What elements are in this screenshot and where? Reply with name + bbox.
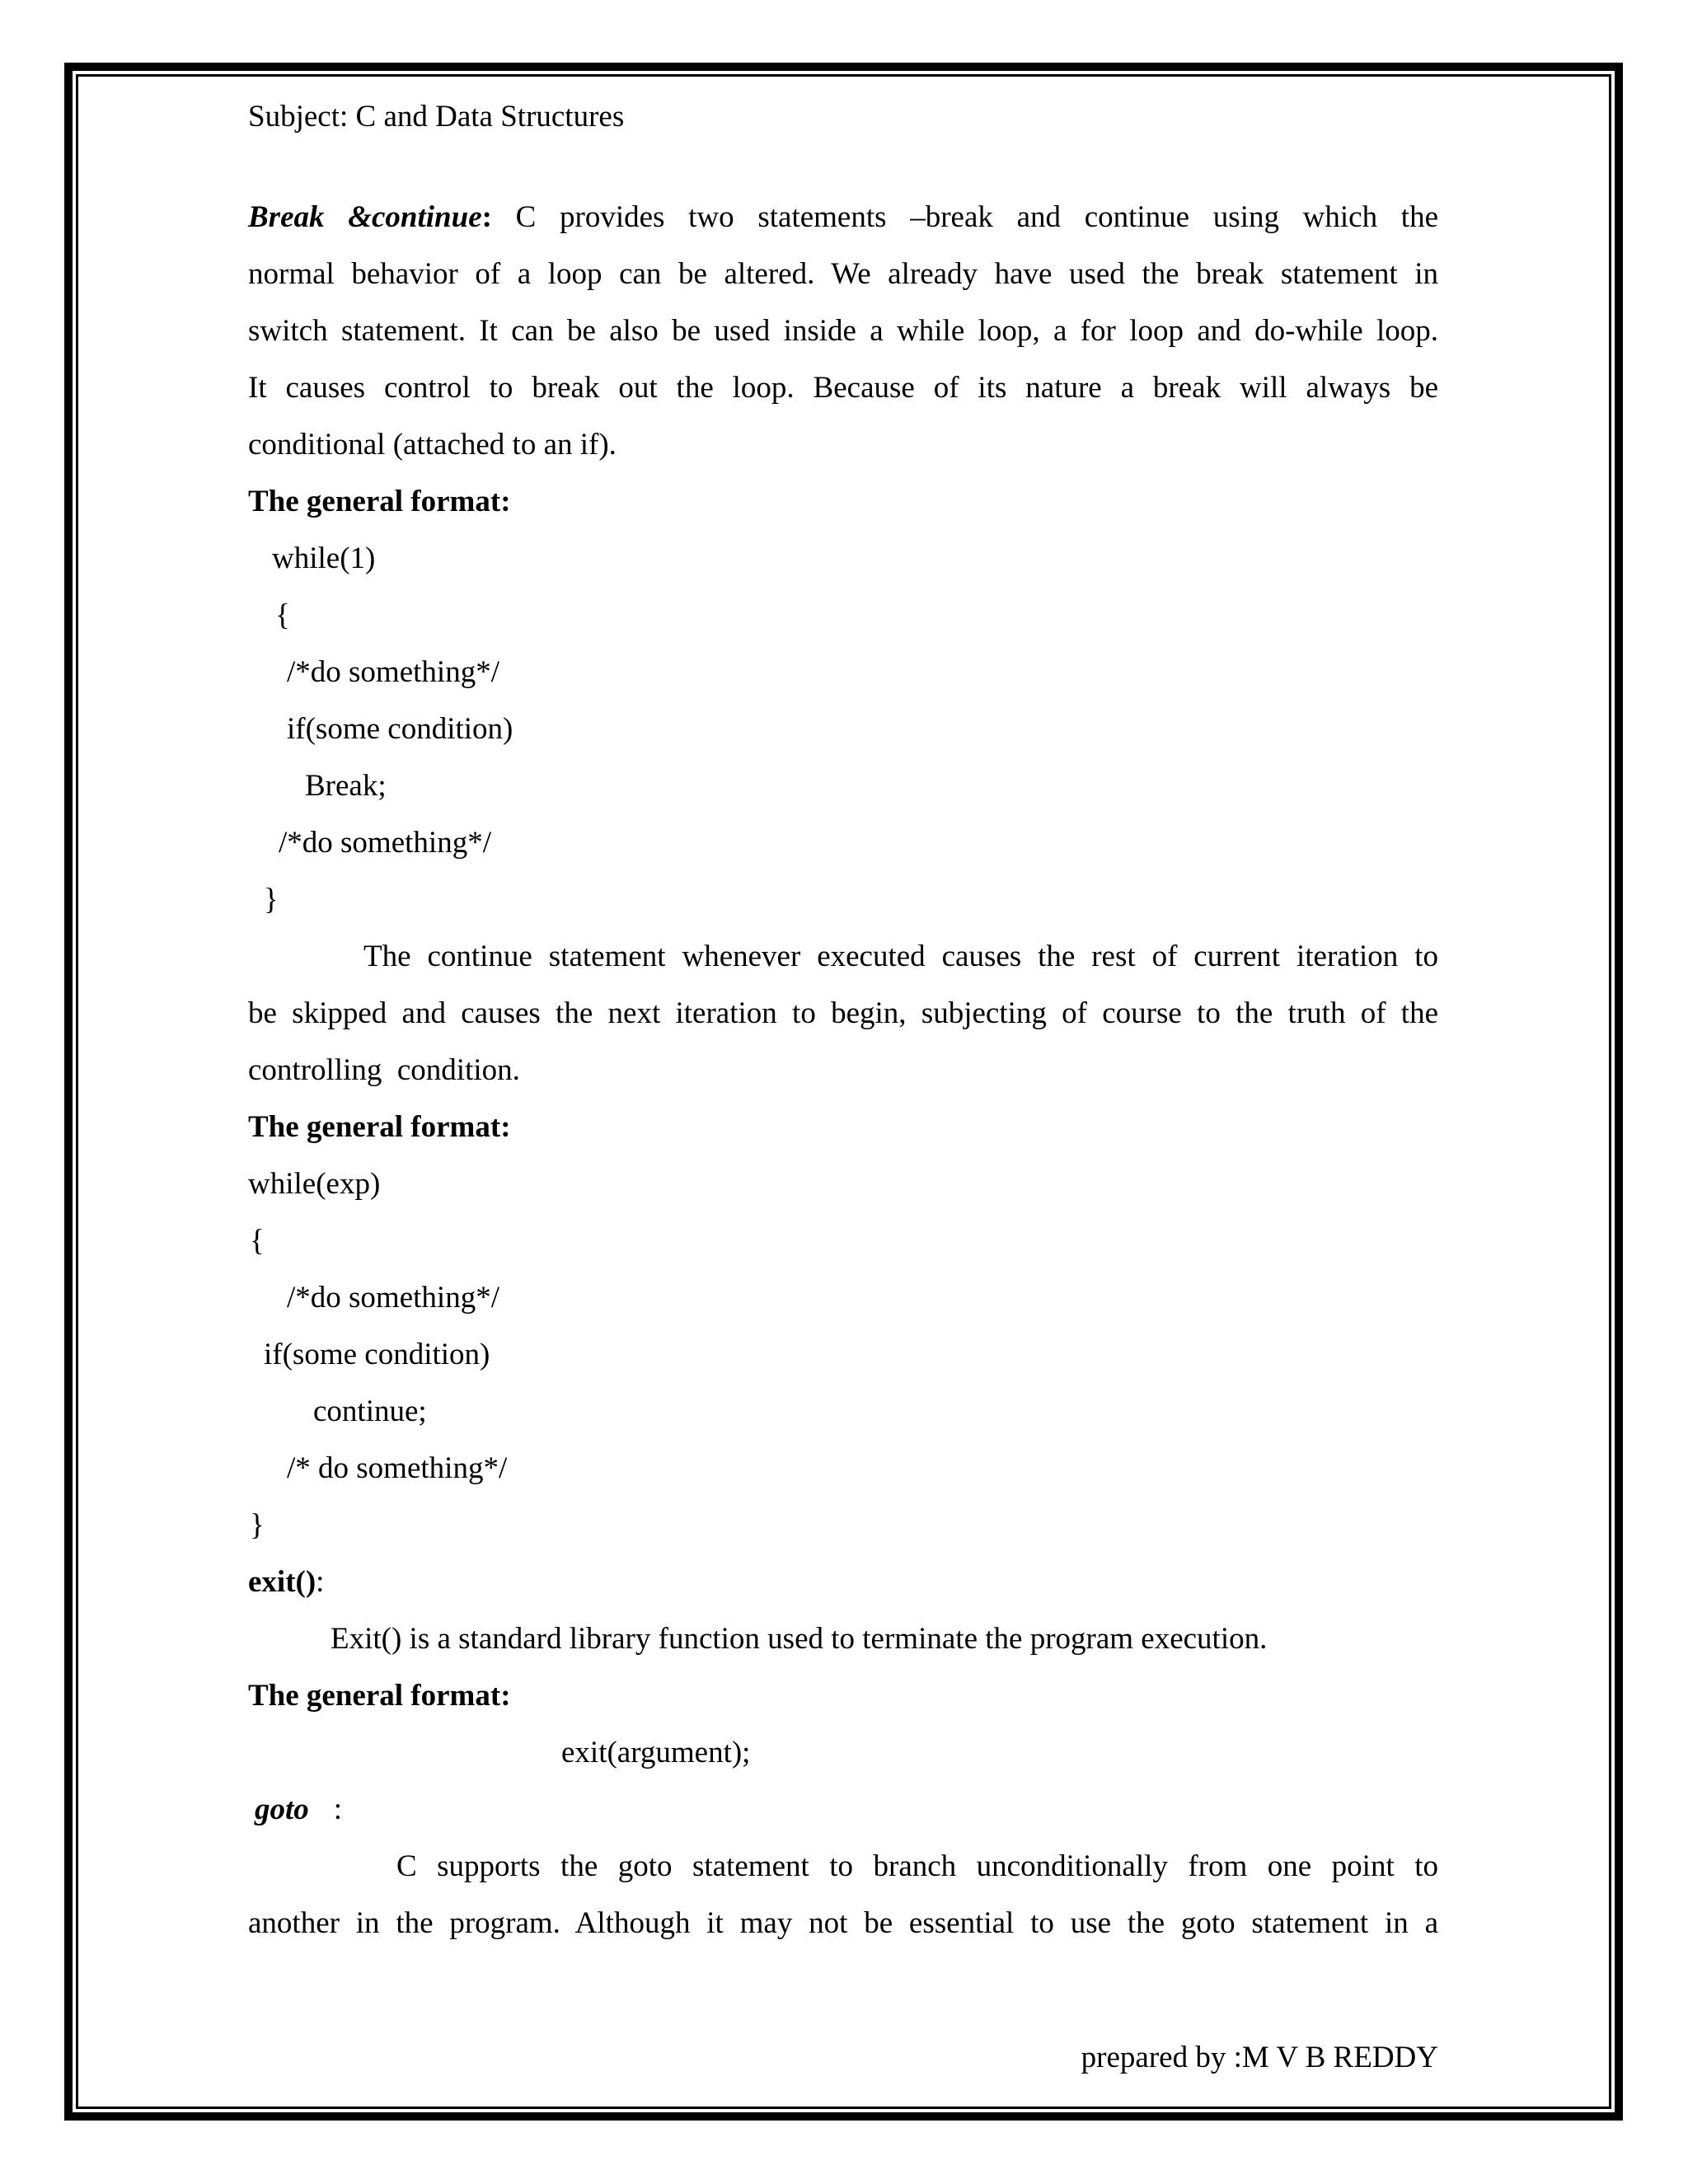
exit-heading [248,1564,324,1601]
code-break-line: /*do something*/ [279,826,491,860]
break-continue-line-2: normal behavior of a loop can be altered. We already have used the break statement in [248,257,1438,291]
exit-title: exit() [248,1565,316,1599]
code-continue-line: if(some condition) [264,1338,490,1371]
goto-title: goto [255,1793,309,1826]
break-continue-line-3: switch statement. It can be also be used inside a while loop, a for loop and do-while loop. [248,314,1438,348]
general-format-heading-2: The general format: [248,1110,511,1144]
goto-colon: : [333,1793,343,1826]
code-continue-line: /* do something*/ [287,1451,508,1485]
break-continue-text-1: C provides two statements –break and continue using which the [491,200,1438,234]
goto-line-2: another in the program. Although it may not be essential to use the goto statement in a [248,1906,1438,1940]
exit-description: Exit() is a standard library function used to terminate the program execution. [331,1622,1268,1656]
code-continue-line: /*do something*/ [287,1281,499,1315]
exit-colon: : [316,1565,325,1599]
continue-para-line-2: be skipped and causes the next iteration to begin, subjecting of course to the truth of the [248,996,1438,1030]
code-continue-line: while(exp) [248,1167,381,1201]
general-format-heading-3: The general format: [248,1679,511,1713]
continue-para-line-1: The continue statement whenever executed causes the rest of current iteration to [363,940,1438,973]
code-break-line: Break; [305,769,387,803]
continue-para-line-3: controlling condition. [248,1053,520,1087]
code-break-line: } [264,883,279,916]
break-continue-line-5: conditional (attached to an if). [248,428,617,462]
code-break-line: { [275,598,290,632]
exit-code: exit(argument); [561,1736,751,1769]
goto-line-1: C supports the goto statement to branch unconditionally from one point to [396,1849,1438,1883]
general-format-heading-1: The general format: [248,485,511,518]
prepared-by-footer: prepared by :M V B REDDY [1081,2041,1438,2074]
code-break-line: /*do something*/ [287,655,499,689]
subject-header: Subject: C and Data Structures [248,100,625,134]
code-continue-line: } [250,1508,265,1542]
code-continue-line: { [250,1224,265,1258]
code-break-line: if(some condition) [287,712,513,746]
break-continue-colon: : [481,200,492,234]
code-continue-line: continue; [313,1394,427,1428]
break-continue-line-1 [248,199,1438,236]
break-continue-line-4: It causes control to break out the loop. Because of its nature a break will always be [248,371,1438,405]
code-break-line: while(1) [272,541,376,575]
break-continue-title: Break &continue [248,200,482,234]
goto-heading [255,1792,342,1828]
